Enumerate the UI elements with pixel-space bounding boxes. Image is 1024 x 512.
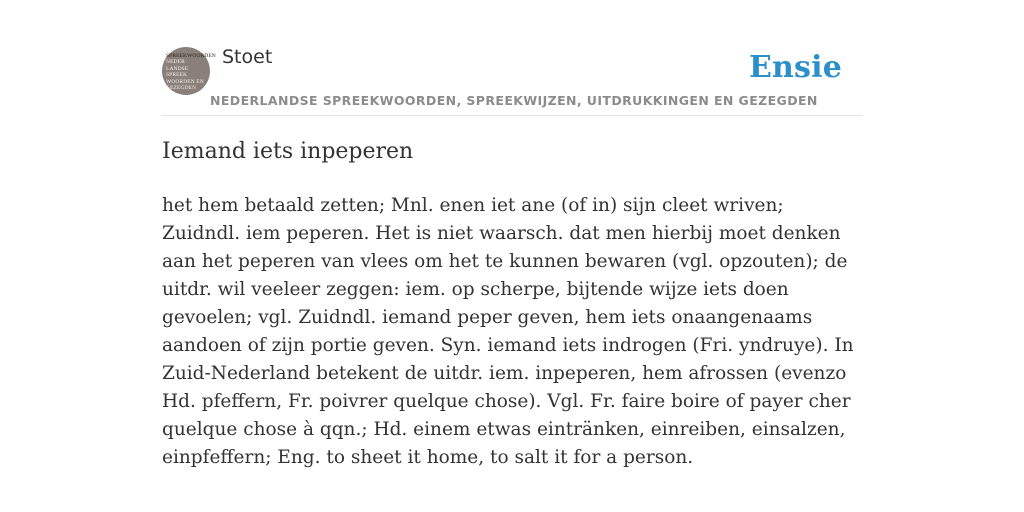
source-subtitle[interactable]: NEDERLANDSE SPREEKWOORDEN, SPREEKWIJZEN, UITDRUKKINGEN EN GEZEGDEN	[210, 93, 818, 108]
avatar-text-line: GEZEGDEN	[166, 85, 197, 92]
avatar-text-line: SPREEK	[166, 72, 188, 79]
avatar-text-line: WOORDEN EN	[166, 78, 204, 85]
entry-card	[162, 0, 862, 512]
header-divider	[162, 115, 862, 116]
entry-title: Iemand iets inpeperen	[162, 139, 414, 164]
entry-definition: het hem betaald zetten; Mnl. enen iet ane (of in) sijn cleet wriven; Zuidndl. iem peperen. Het is niet waarsch. dat men hierbij moet denken aan het peperen van vlees om het te kunnen bewaren (vgl. opzouten); de uitdr. wil veeleer zeggen: iem. op scherpe, bijtende wijze iets doen gevoelen; vgl. Zuidndl. iemand peper geven, hem iets onaangenaams aandoen of zijn portie geven. Syn. iemand iets indrogen (Fri. yndruye). In Zuid-Nederland betekent de uitdr. iem. inpeperen, hem afrossen (evenzo Hd. pfeffern, Fr. poivrer quelque chose). Vgl. Fr. faire boire of payer cher quelque chose à qqn.; Hd. einem etwas eintränken, einreiben, einsalzen, einpfeffern; Eng. to sheet it home, to salt it for a person.	[162, 195, 854, 468]
brand-logo[interactable]: Ensie	[748, 50, 842, 85]
avatar-book-cover	[166, 53, 216, 92]
avatar-text-line: SPREEKWOORDEN	[166, 53, 216, 59]
author-avatar[interactable]	[162, 47, 216, 95]
author-name[interactable]: Stoet	[222, 46, 273, 68]
avatar-text-line: NEDER	[166, 59, 185, 66]
avatar-text-line: LANDSE	[166, 65, 189, 72]
